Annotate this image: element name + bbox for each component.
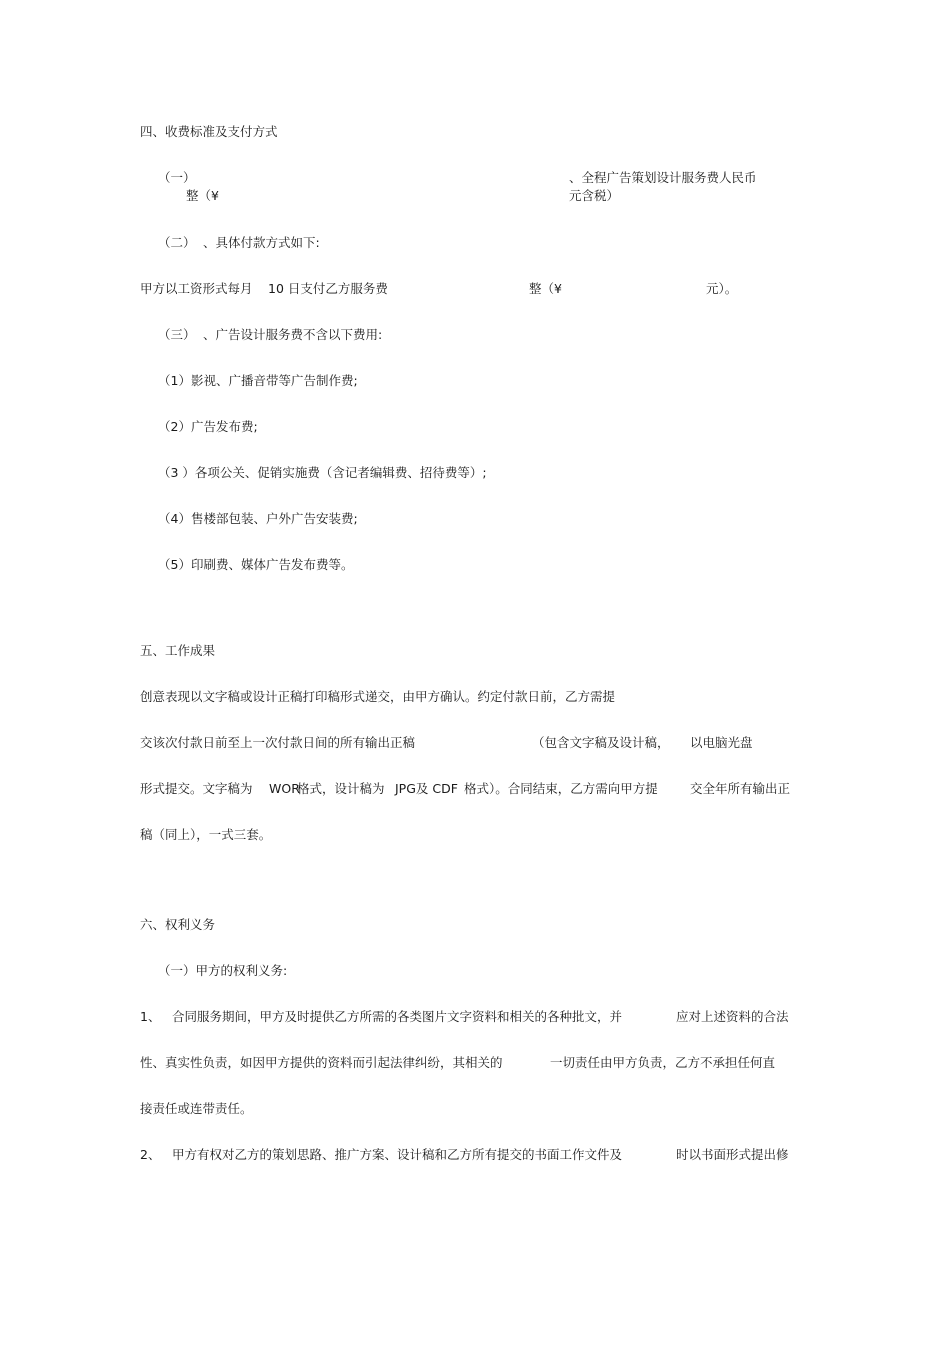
clause-4-2-text: 、具体付款方式如下: bbox=[203, 235, 320, 250]
clause-4-1-amount-suffix: 元含税） bbox=[569, 188, 620, 203]
payment-line-part-a: 甲方以工资形式每月 bbox=[140, 281, 253, 296]
item-2-number: 2、 bbox=[140, 1147, 161, 1162]
section-5-heading: 五、工作成果 bbox=[140, 643, 216, 658]
item-1-number: 1、 bbox=[140, 1009, 161, 1024]
item-1-text-part-b: 应对上述资料的合法 bbox=[676, 1009, 789, 1024]
clause-4-3-label: （三） bbox=[158, 327, 196, 342]
item-1-text-part-d: 一切责任由甲方负责，乙方不承担任何直 bbox=[550, 1055, 776, 1070]
work-result-line-2-part-a: 交该次付款日前至上一次付款日间的所有输出正稿 bbox=[140, 735, 416, 750]
section-6-heading: 六、权利义务 bbox=[140, 917, 216, 932]
clause-4-1-text: 、全程广告策划设计服务费人民币 bbox=[569, 170, 757, 185]
clause-4-1-amount-prefix: 整（¥ bbox=[186, 188, 219, 203]
work-result-line-3-part-e: 格式）。合同结束，乙方需向甲方提 bbox=[464, 781, 658, 796]
item-1-text-part-c: 性、真实性负责，如因甲方提供的资料而引起法律纠纷，其相关的 bbox=[140, 1055, 503, 1070]
clause-4-2-label: （二） bbox=[158, 235, 196, 250]
work-result-line-3-part-f: 交全年所有输出正 bbox=[690, 781, 791, 796]
work-result-line-2-part-b: （包含文字稿及设计稿， bbox=[532, 735, 670, 750]
excluded-fee-item: （5）印刷费、媒体广告发布费等。 bbox=[158, 557, 354, 572]
work-result-line-1: 创意表现以文字稿或设计正稿打印稿形式递交，由甲方确认。约定付款日前，乙方需提 bbox=[140, 689, 616, 704]
item-2-text-part-a: 甲方有权对乙方的策划思路、推广方案、设计稿和乙方所有提交的书面工作文件及 bbox=[172, 1147, 623, 1162]
payment-line-part-b: 10 日支付乙方服务费 bbox=[268, 281, 388, 296]
work-result-line-3-part-b: WOR bbox=[269, 781, 300, 796]
party-a-rights-subheading: （一）甲方的权利义务: bbox=[158, 963, 288, 978]
work-result-line-3-part-c: 格式，设计稿为 bbox=[297, 781, 385, 796]
work-result-line-2-part-c: 以电脑光盘 bbox=[690, 735, 753, 750]
excluded-fee-item: （1）影视、广播音带等广告制作费; bbox=[158, 373, 358, 388]
work-result-line-3-part-a: 形式提交。文字稿为 bbox=[140, 781, 253, 796]
item-1-text-part-e: 接责任或连带责任。 bbox=[140, 1101, 253, 1116]
excluded-fee-item: （2）广告发布费; bbox=[158, 419, 258, 434]
excluded-fee-item: （4）售楼部包装、户外广告安装费; bbox=[158, 511, 358, 526]
payment-line-part-d: 元）。 bbox=[706, 281, 738, 296]
excluded-fee-item: （3 ）各项公关、促销实施费（含记者编辑费、招待费等）; bbox=[158, 465, 487, 480]
payment-line-part-c: 整（¥ bbox=[529, 281, 562, 296]
clause-4-3-text: 、广告设计服务费不含以下费用: bbox=[203, 327, 383, 342]
section-4-heading: 四、收费标准及支付方式 bbox=[140, 124, 278, 139]
work-result-line-4: 稿（同上），一式三套。 bbox=[140, 827, 272, 842]
item-2-text-part-b: 时以书面形式提出修 bbox=[676, 1147, 789, 1162]
clause-4-1-label: （一） bbox=[158, 170, 196, 185]
item-1-text-part-a: 合同服务期间，甲方及时提供乙方所需的各类图片文字资料和相关的各种批文，并 bbox=[172, 1009, 623, 1024]
work-result-line-3-part-d: JPG及 CDF bbox=[395, 781, 458, 796]
